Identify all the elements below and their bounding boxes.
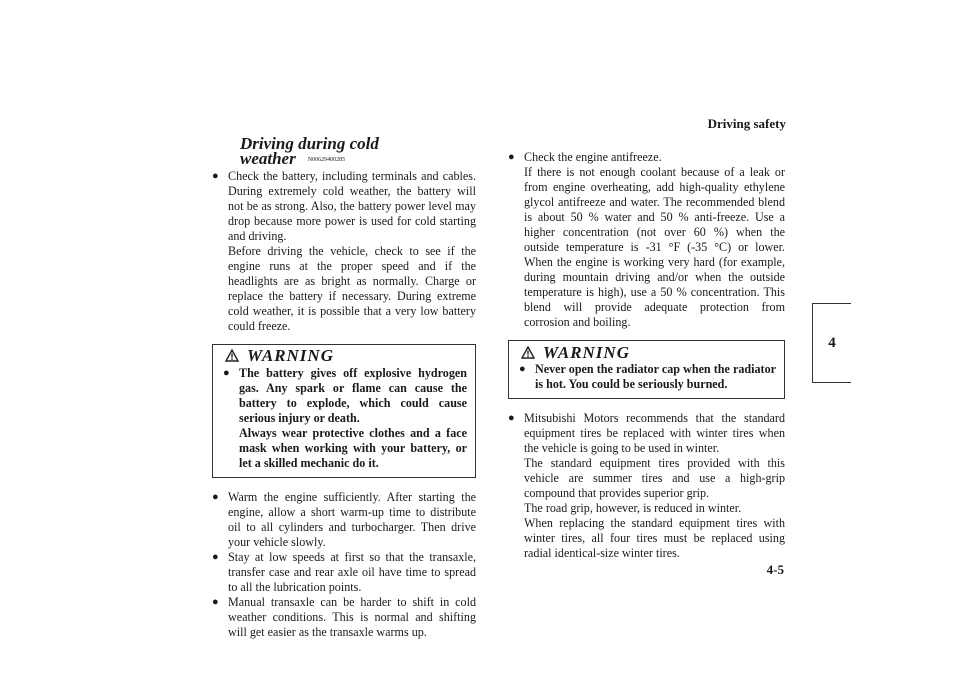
paragraph: Mitsubishi Motors recommends that the standard equipment tires be replaced with winter tires when the vehicle is going to be used in winter. [524,411,785,455]
bullet-icon: ● [212,550,219,563]
bullet-low-speeds [212,550,476,595]
running-header: Driving safety [707,116,786,131]
warning-item [519,362,776,392]
page-number: 4-5 [766,562,784,577]
paragraph: If there is not enough coolant because of a leak or from engine overheating, add high-quality ethylene glycol antifreeze and water. The recommended blend is about 50 % water and 50 % anti-freeze. Use a higher concentration (not over 60 %) when the outside temperature is -31 °F (-35 °C) or lower. When the engine is working very hard (for example, during mountain driving and/or when the outside temperature is high), use a 50 % concentration. This blend will provide adequate protection from corrosion and boiling. [524,165,785,329]
left-column [212,136,476,640]
warning-title: WARNING [543,342,630,362]
bullet-icon: ● [212,169,219,182]
bullet-icon: ● [519,363,526,375]
right-column [508,150,785,561]
paragraph: When replacing the standard equipment tires with winter tires, all four tires must be replaced using radial identical-size winter tires. [524,516,785,560]
bullet-icon: ● [223,366,230,379]
section-code: N00629400285 [307,156,346,163]
paragraph: Check the battery, including terminals and cables. During extremely cold weather, the battery will not be as strong. Also, the battery power level may drop because more power is used for cold starting and driving. [228,168,476,243]
paragraph: Manual transaxle can be harder to shift in cold weather conditions. This is normal and shifting will get easier as the transaxle warms up. [228,594,476,639]
warning-text: Always wear protective clothes and a face mask when working with your battery, or let a skilled mechanic do it. [239,425,467,470]
paragraph: Check the engine antifreeze. [524,150,662,164]
paragraph: Stay at low speeds at first so that the transaxle, transfer case and rear axle oil have time to spread to all the lubrication points. [228,549,476,594]
section-title-text: Driving during cold weather [240,134,379,168]
bullet-battery [212,169,476,334]
warning-header [213,345,475,364]
warning-box-battery [212,344,476,478]
bullet-warm-engine [212,490,476,550]
paragraph: Before driving the vehicle, check to see if the engine runs at the proper speed and if the headlights are as bright as normally. Charge or replace the battery if necessary. During extreme cold weather, it is possible that a very low battery could freeze. [228,243,476,333]
warning-title: WARNING [247,346,334,366]
bullet-icon: ● [508,151,515,163]
chapter-tab [812,303,851,383]
warning-triangle-icon [521,346,535,359]
bullet-icon: ● [508,412,515,424]
warning-text: Never open the radiator cap when the radiator is hot. You could be seriously burned. [535,362,776,391]
chapter-number: 4 [828,334,836,351]
bullet-manual-transaxle [212,595,476,640]
warning-triangle-icon [225,349,239,362]
bullet-winter-tires [508,411,785,561]
warning-box-radiator [508,340,785,399]
section-title [212,136,476,168]
paragraph: The road grip, however, is reduced in winter. [524,501,742,515]
paragraph: The standard equipment tires provided with this vehicle are summer tires and use a high-grip compound that provides superior grip. [524,456,785,500]
warning-text: The battery gives off explosive hydrogen gas. Any spark or flame can cause the battery to explode, which could cause serious injury or death. [239,365,467,425]
bullet-icon: ● [212,595,219,608]
paragraph: Warm the engine sufficiently. After starting the engine, allow a short warm-up time to distribute oil to all cylinders and turbocharger. Then drive your vehicle slowly. [228,489,476,549]
warning-header [509,341,784,360]
bullet-icon: ● [212,490,219,503]
bullet-antifreeze [508,150,785,330]
warning-item [223,366,467,471]
